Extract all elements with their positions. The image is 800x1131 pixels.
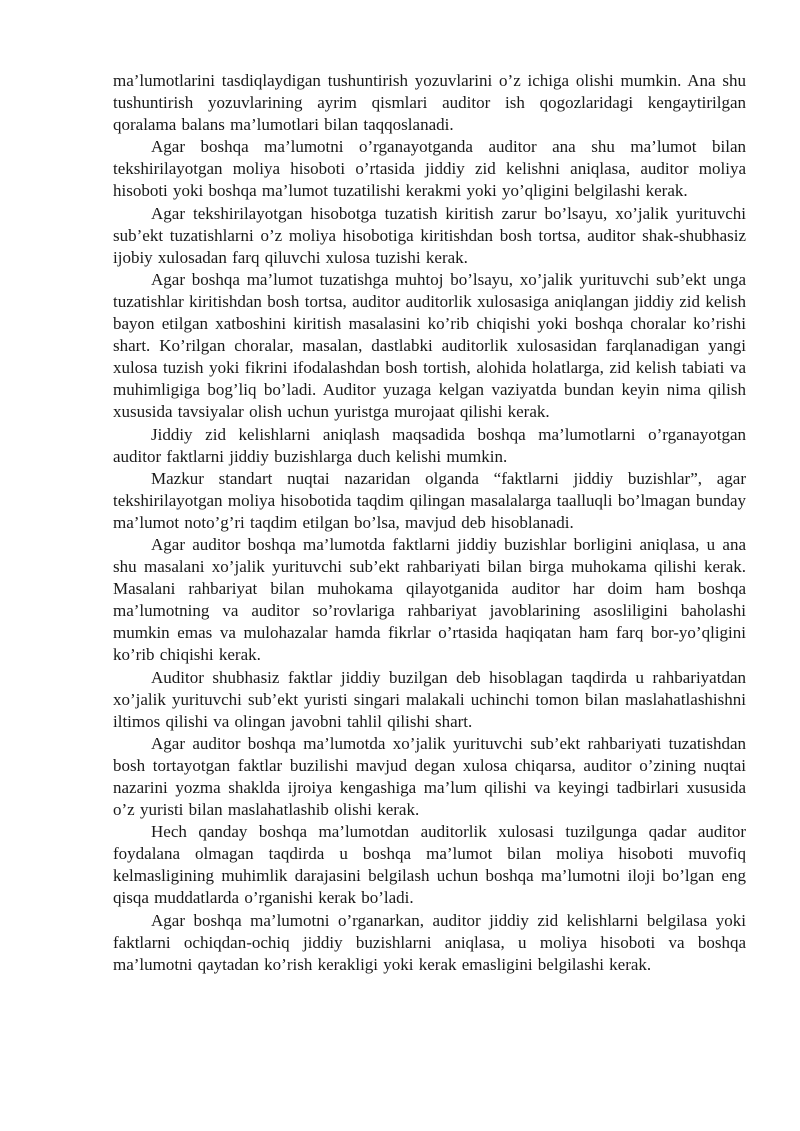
- text-block: [113, 70, 746, 976]
- paragraph-6: Mazkur standart nuqtai nazaridan olganda “faktlarni jiddiy buzishlar”, agar tekshirilayotgan moliya hisobotida taqdim qilingan masalalarga taalluqli bo’lmagan bunday ma’lumot noto’g’ri taqdim etilgan bo’lsa, mavjud deb hisoblanadi.: [113, 468, 746, 532]
- paragraph-2: Agar boshqa ma’lumotni o’rganayotganda auditor ana shu ma’lumot bilan tekshirilayotgan moliya hisoboti o’rtasida jiddiy zid kelishni aniqlasa, auditor moliya hisoboti yoki boshqa ma’lumot tuzatilishi kerakmi yoki yo’qligini belgilashi kerak.: [113, 137, 746, 201]
- paragraph-8: Auditor shubhasiz faktlar jiddiy buzilgan deb hisoblagan taqdirda u rahbariyatdan xo’jalik yurituvchi sub’ekt yuristi singari malakali uchinchi tomon bilan maslahatlashishni iltimos qilishi va olingan javobni tahlil qilishi shart.: [113, 667, 746, 731]
- paragraph-3: Agar tekshirilayotgan hisobotga tuzatish kiritish zarur bo’lsayu, xo’jalik yurituvchi sub’ekt tuzatishlarni o’z moliya hisobotiga kiritishdan bosh tortsa, auditor shak-shubhasiz ijobiy xulosadan farq qiluvchi xulosa tuzishi kerak.: [113, 203, 746, 267]
- paragraph-11: Agar boshqa ma’lumotni o’rganarkan, auditor jiddiy zid kelishlarni belgilasa yoki faktlarni ochiqdan-ochiq jiddiy buzishlarni aniqlasa, u moliya hisoboti va boshqa ma’lumotni qaytadan ko’rish kerakligi yoki kerak emasligini belgilashi kerak.: [113, 910, 746, 974]
- paragraph-4: Agar boshqa ma’lumot tuzatishga muhtoj bo’lsayu, xo’jalik yurituvchi sub’ekt unga tuzatishlar kiritishdan bosh tortsa, auditor auditorlik xulosasiga aniqlangan jiddiy zid kelish bayon etilgan xatboshini kiritish masalasini ko’rib chiqishi yoki boshqa choralar ko’rishi shart. Ko’rilgan choralar, masalan, dastlabki auditorlik xulosasidan farqlanadigan yangi xulosa tuzish yoki fikrini ifodalashdan bosh tortish, alohida holatlarga, zid kelish tabiati va muhimligiga bog’liq bo’ladi. Auditor yuzaga kelgan vaziyatda bundan keyin nima qilish xususida tavsiyalar olish uchun yuristga murojaat qilishi kerak.: [113, 269, 746, 422]
- paragraph-10: Hech qanday boshqa ma’lumotdan auditorlik xulosasi tuzilgunga qadar auditor foydalana olmagan taqdirda u boshqa ma’lumot bilan moliya hisoboti muvofiq kelmasligining muhimlik darajasini belgilash uchun boshqa ma’lumotni iloji bo’lgan eng qisqa muddatlarda o’rganishi kerak bo’ladi.: [113, 822, 746, 908]
- paragraph-5: Jiddiy zid kelishlarni aniqlash maqsadida boshqa ma’lumotlarni o’rganayotgan auditor faktlarni jiddiy buzishlarga duch kelishi mumkin.: [113, 424, 746, 466]
- paragraph-1: ma’lumotlarini tasdiqlaydigan tushuntirish yozuvlarini o’z ichiga olishi mumkin. Ana shu tushuntirish yozuvlarining ayrim qismlari auditor ish qogozlaridagi kengaytirilgan qoralama balans ma’lumotlari bilan taqqoslanadi.: [113, 71, 746, 135]
- paragraph-9: Agar auditor boshqa ma’lumotda xo’jalik yurituvchi sub’ekt rahbariyati tuzatishdan bosh tortayotgan faktlar buzilishi mavjud degan xulosa chiqarsa, auditor o’zining nuqtai nazarini yozma shaklda ijroiya kengashiga ma’lum qilishi va keyingi tadbirlari xususida o’z yuristi bilan maslahatlashib olishi kerak.: [113, 733, 746, 820]
- paragraph-7: Agar auditor boshqa ma’lumotda faktlarni jiddiy buzishlar borligini aniqlasa, u ana shu masalani xo’jalik yurituvchi sub’ekt rahbariyati bilan birga muhokama qilishi kerak. Masalani rahbariyat bilan muhokama qilayotganida auditor har doim ham boshqa ma’lumotning va auditor so’rovlariga rahbariyat javoblarining asosliligini baholashi mumkin emas va mulohazalar hamda fikrlar o’rtasida haqiqatan ham farq bor-yo’qligini ko’rib chiqishi kerak.: [113, 534, 746, 665]
